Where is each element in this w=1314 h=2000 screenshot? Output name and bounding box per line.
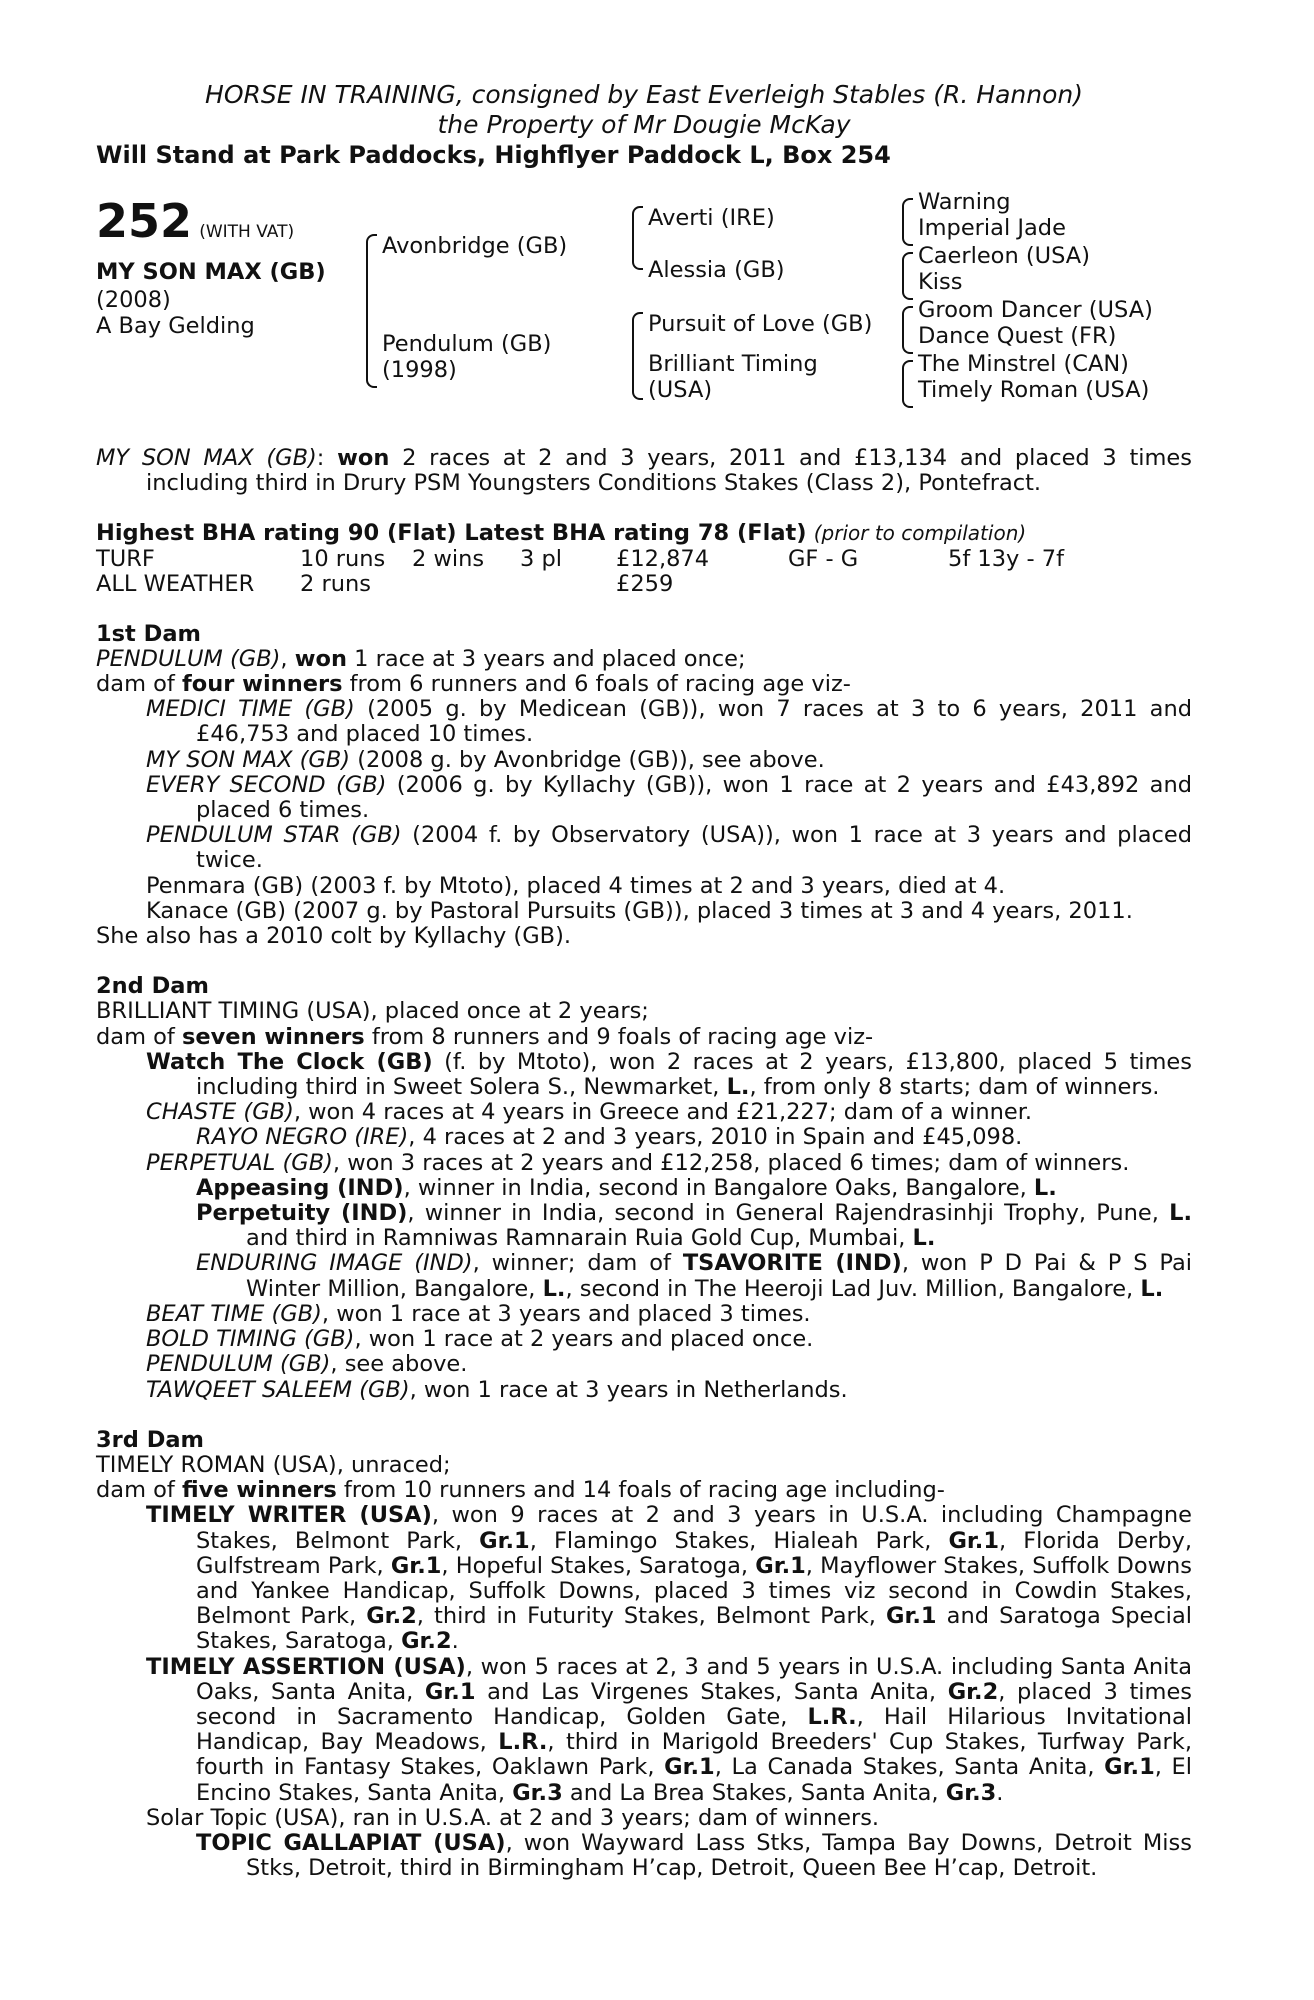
lot-line xyxy=(96,194,295,248)
dd-sire: The Minstrel (CAN) xyxy=(918,351,1129,377)
vat-note: (WITH VAT) xyxy=(199,222,295,242)
produce-entry: Solar Topic (USA), ran in U.S.A. at 2 and 3 years; dam of winners. xyxy=(146,1804,880,1831)
sd-sire: Caerleon (USA) xyxy=(918,243,1090,269)
produce-entry: Kanace (GB) (2007 g. by Pastoral Pursuits (GB)), placed 3 times at 3 and 4 years, 2011. xyxy=(146,897,1133,924)
produce-entry: Perpetuity (IND), winner in India, second in General Rajendrasinhji Trophy, Pune, L. and third in Ramniwas Ramnarain Ruia Gold Cup, Mumbai, L. xyxy=(196,1200,1192,1252)
section-heading: 2nd Dam xyxy=(96,973,209,1000)
race-summary: MY SON MAX (GB): won 2 races at 2 and 3 years, 2011 and £13,134 and placed 3 times including third in Drury PSM Youngsters Conditions Stakes (Class 2), Pontefract. xyxy=(96,445,1192,497)
produce-entry: BEAT TIME (GB), won 1 race at 3 years and placed 3 times. xyxy=(146,1300,811,1327)
sire: Avonbridge (GB) xyxy=(382,233,568,259)
pedigree-block xyxy=(96,189,1192,424)
table-row: ALL WEATHER 2 runs £259 xyxy=(96,570,674,597)
produce-entry: PENDULUM STAR (GB) (2004 f. by Observatory (USA)), won 1 race at 3 years and placed twice. xyxy=(146,822,1193,874)
third-dam-section: 3rd Dam TIMELY ROMAN (USA), unraced; dam of five winners from 10 runners and 14 foals of racing age including- TIMELY WRITER (USA), won 9 races at 2 and 3 years in U.S.A. including Champagne Stakes, Belmont Park, Gr.1, Flamingo Stakes, Hialeah Park, Gr.1, Florida Derby, Gulfstream Park, Gr.1, Hopeful Stakes, Saratoga, Gr.1, Mayflower Stakes, Suffolk Downs and Yankee Handicap, Suffolk Downs, placed 3 times viz second in Cowdin Stakes, Belmont Park, Gr.2, third in Futurity Stakes, Belmont Park, Gr.1 and Saratoga Special Stakes, Saratoga, Gr.2. TIMELY ASSERTION (USA), won 5 races at 2, 3 and 5 years in U.S.A. including Santa Anita Oaks, Santa Anita, Gr.1 and Las Virgenes Stakes, Santa Anita, Gr.2, placed 3 times second in Sacramento Handicap, Golden Gate, L.R., Hail Hilarious Invitational Handicap, Bay Meadows, L.R., third in Marigold Breeders' Cup Stakes, Turfway Park, fourth in Fantasy Stakes, Oaklawn Park, Gr.1, La Canada Stakes, Santa Anita, Gr.1, El Encino Stakes, Santa Anita, Gr.3 and La Brea Stakes, Santa Anita, Gr.3. Solar Topic (USA), ran in U.S.A. at 2 and 3 years; dam of winners. TOPIC GALLAPIAT (USA), won Wayward Lass Stks, Tampa Bay Downs, Detroit Miss Stks, Detroit, third in Birmingham H’cap, Detroit, Queen Bee H’cap, Detroit. xyxy=(96,1426,1193,1882)
lot-number: 252 xyxy=(96,194,193,248)
header-location: Will Stand at Park Paddocks, Highflyer Paddock L, Box 254 xyxy=(96,141,891,169)
dam-dam-country: (USA) xyxy=(648,377,713,403)
produce-entry: TAWQEET SALEEM (GB), won 1 race at 3 years in Netherlands. xyxy=(146,1376,848,1403)
ds-sire: Groom Dancer (USA) xyxy=(918,297,1153,323)
also-note: She also has a 2010 colt by Kyllachy (GB). xyxy=(96,923,572,950)
ss-dam: Imperial Jade xyxy=(918,215,1066,241)
pedigree-brace xyxy=(632,312,643,400)
header-consignor: HORSE IN TRAINING, consigned by East Everleigh Stables (R. Hannon) xyxy=(205,80,1083,109)
produce-entry: Appeasing (IND), winner in India, second in Bangalore Oaks, Bangalore, L. xyxy=(196,1174,1057,1201)
produce-entry: TIMELY WRITER (USA), won 9 races at 2 and 3 years in U.S.A. including Champagne Stakes, Belmont Park, Gr.1, Flamingo Stakes, Hialeah Park, Gr.1, Florida Derby, Gulfstream Park, Gr.1, Hopeful Stakes, Saratoga, Gr.1, Mayflower Stakes, Suffolk Downs and Yankee Handicap, Suffolk Downs, placed 3 times viz second in Cowdin Stakes, Belmont Park, Gr.2, third in Futurity Stakes, Belmont Park, Gr.1 and Saratoga Special Stakes, Saratoga, Gr.2. xyxy=(146,1502,1193,1655)
pedigree-brace xyxy=(902,360,913,408)
produce-entry: CHASTE (GB), won 4 races at 4 years in Greece and £21,227; dam of a winner. xyxy=(146,1099,1033,1126)
produce-entry: EVERY SECOND (GB) (2006 g. by Kyllachy (GB)), won 1 race at 2 years and £43,892 and placed 6 times. xyxy=(146,771,1192,824)
produce-entry: TOPIC GALLAPIAT (USA), won Wayward Lass Stks, Tampa Bay Downs, Detroit Miss Stks, Detroit, third in Birmingham H’cap, Detroit, Queen Bee H’cap, Detroit. xyxy=(196,1829,1192,1882)
first-dam-section: 1st Dam PENDULUM (GB), won 1 race at 3 years and placed once; dam of four winners from 6 runners and 6 foals of racing age viz- MEDICI TIME (GB) (2005 g. by Medicean (GB)), won 7 races at 3 to 6 years, 2011 and £46,753 and placed 10 times. MY SON MAX (GB) (2008 g. by Avonbridge (GB)), see above. EVERY SECOND (GB) (2006 g. by Kyllachy (GB)), won 1 race at 2 years and £43,892 and placed 6 times. PENDULUM STAR (GB) (2004 f. by Observatory (USA)), won 1 race at 3 years and placed twice. Penmara (GB) (2003 f. by Mtoto), placed 4 times at 2 and 3 years, died at 4. Kanace (GB) (2007 g. by Pastoral Pursuits (GB)), placed 3 times at 3 and 4 years, 2011. She also has a 2010 colt by Kyllachy (GB). xyxy=(96,620,1193,950)
catalogue-page xyxy=(96,80,1192,1881)
second-dam-section: 2nd Dam BRILLIANT TIMING (USA), placed once at 2 years; dam of seven winners from 8 runners and 9 foals of racing age viz- Watch The Clock (GB) (f. by Mtoto), won 2 races at 2 years, £13,800, placed 5 times including third in Sweet Solera S., Newmarket, L., from only 8 starts; dam of winners. CHASTE (GB), won 4 races at 4 years in Greece and £21,227; dam of a winner. RAYO NEGRO (IRE), 4 races at 2 and 3 years, 2010 in Spain and £45,098. PERPETUAL (GB), won 3 races at 2 years and £12,258, placed 6 times; dam of winners. Appeasing (IND), winner in India, second in Bangalore Oaks, Bangalore, L. Perpetuity (IND), winner in India, second in General Rajendrasinhji Trophy, Pune, L. and third in Ramniwas Ramnarain Ruia Gold Cup, Mumbai, L. ENDURING IMAGE (IND), winner; dam of TSAVORITE (IND), won P D Pai & P S Pai Winter Million, Bangalore, L., second in The Heeroji Lad Juv. Million, Bangalore, L. BEAT TIME (GB), won 1 race at 3 years and placed 3 times. BOLD TIMING (GB), won 1 race at 2 years and placed once. PENDULUM (GB), see above. TAWQEET SALEEM (GB), won 1 race at 3 years in Netherlands. xyxy=(96,973,1193,1403)
pedigree-brace xyxy=(902,306,913,354)
horse-name: MY SON MAX (GB) xyxy=(96,259,326,285)
dam-sire: Pursuit of Love (GB) xyxy=(648,311,873,337)
dam: Pendulum (GB) xyxy=(382,331,552,357)
race-stats-table xyxy=(96,547,1064,597)
sire-sire: Averti (IRE) xyxy=(648,205,775,231)
produce-entry: TIMELY ASSERTION (USA), won 5 races at 2, 3 and 5 years in U.S.A. including Santa Anita Oaks, Santa Anita, Gr.1 and Las Virgenes Stakes, Santa Anita, Gr.2, placed 3 times second in Sacramento Handicap, Golden Gate, L.R., Hail Hilarious Invitational Handicap, Bay Meadows, L.R., third in Marigold Breeders' Cup Stakes, Turfway Park, fourth in Fantasy Stakes, Oaklawn Park, Gr.1, La Canada Stakes, Santa Anita, Gr.1, El Encino Stakes, Santa Anita, Gr.3 and La Brea Stakes, Santa Anita, Gr.3. xyxy=(146,1653,1193,1806)
pedigree-brace xyxy=(632,206,643,270)
header-owner: the Property of Mr Dougie McKay xyxy=(437,110,851,139)
pedigree-brace xyxy=(902,198,913,246)
dam-dam: Brilliant Timing xyxy=(648,351,818,377)
produce-entry: RAYO NEGRO (IRE), 4 races at 2 and 3 years, 2010 in Spain and £45,098. xyxy=(196,1124,1023,1151)
dam-year: (1998) xyxy=(382,357,457,383)
sd-dam: Kiss xyxy=(918,269,963,295)
section-heading: 1st Dam xyxy=(96,620,201,647)
produce-entry: BOLD TIMING (GB), won 1 race at 2 years and placed once. xyxy=(146,1326,814,1353)
produce-entry: MEDICI TIME (GB) (2005 g. by Medicean (GB)), won 7 races at 3 to 6 years, 2011 and £46,753 and placed 10 times. xyxy=(146,696,1192,748)
pedigree-brace xyxy=(902,252,913,300)
bha-rating: Highest BHA rating 90 (Flat) Latest BHA rating 78 (Flat) (prior to compilation) xyxy=(96,520,1027,547)
produce-entry: MY SON MAX (GB) (2008 g. by Avonbridge (GB)), see above. xyxy=(146,746,825,773)
ds-dam: Dance Quest (FR) xyxy=(918,323,1117,349)
horse-description: A Bay Gelding xyxy=(96,313,255,339)
horse-year: (2008) xyxy=(96,287,171,313)
sire-dam: Alessia (GB) xyxy=(648,257,785,283)
produce-entry: Watch The Clock (GB) (f. by Mtoto), won 2 races at 2 years, £13,800, placed 5 times including third in Sweet Solera S., Newmarket, L., from only 8 starts; dam of winners. xyxy=(146,1048,1193,1101)
pedigree-brace xyxy=(366,234,377,388)
produce-entry: PENDULUM (GB), see above. xyxy=(146,1351,468,1378)
produce-entry: Penmara (GB) (2003 f. by Mtoto), placed 4 times at 2 and 3 years, died at 4. xyxy=(146,872,1006,899)
dd-dam: Timely Roman (USA) xyxy=(918,377,1150,403)
ss-sire: Warning xyxy=(918,189,1011,215)
table-row: TURF 10 runs 2 wins 3 pl £12,874 GF - G 5f 13y - 7f xyxy=(96,545,1064,572)
produce-entry: ENDURING IMAGE (IND), winner; dam of TSAVORITE (IND), won P D Pai & P S Pai Winter Million, Bangalore, L., second in The Heeroji Lad Juv. Million, Bangalore, L. xyxy=(196,1250,1192,1302)
section-heading: 3rd Dam xyxy=(96,1426,204,1453)
produce-entry: PERPETUAL (GB), won 3 races at 2 years and £12,258, placed 6 times; dam of winners. xyxy=(146,1149,1130,1176)
